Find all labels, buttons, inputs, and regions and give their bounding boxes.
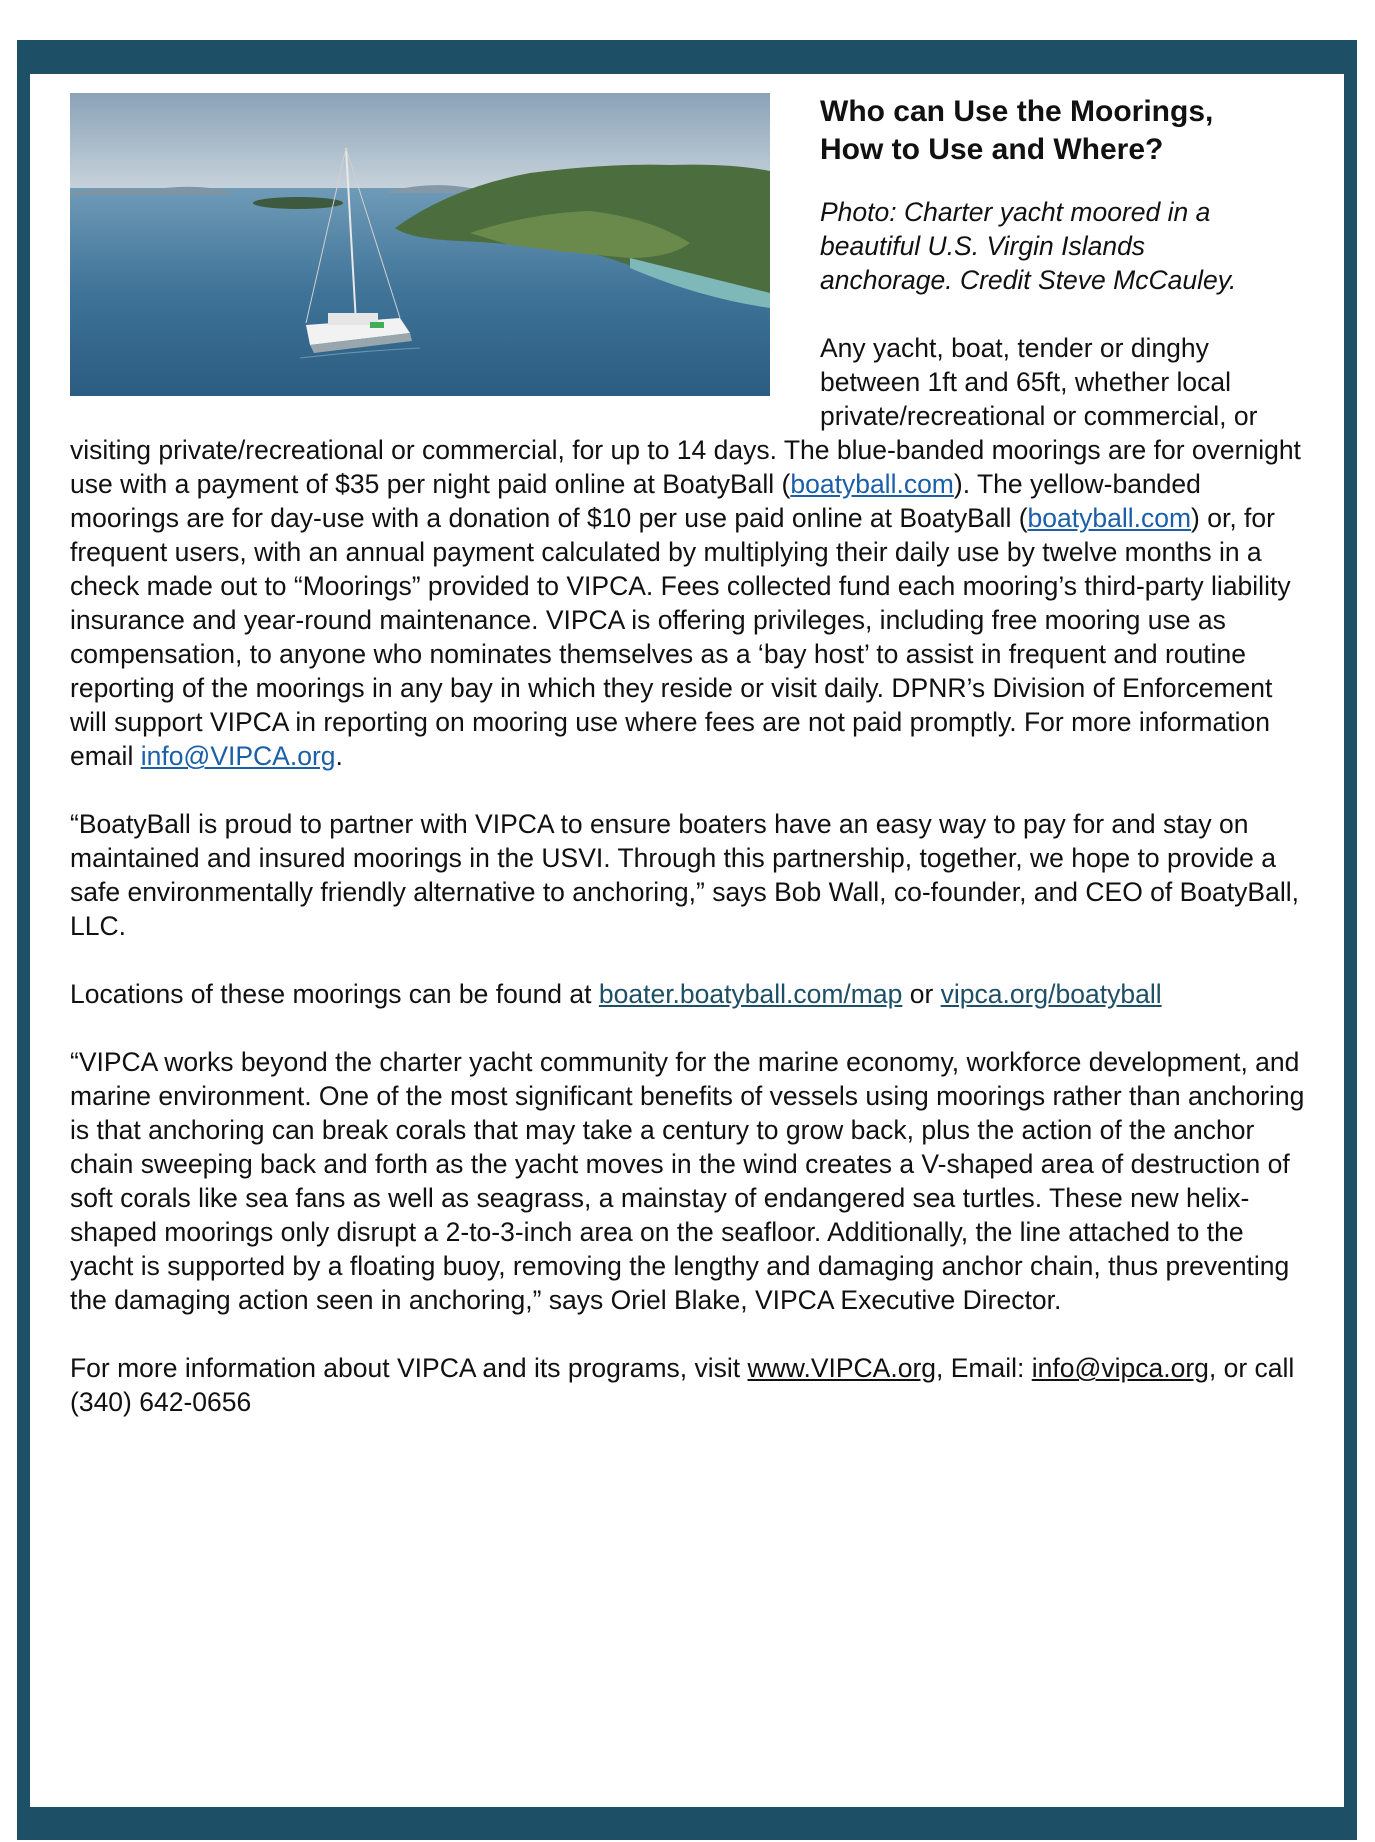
- yacht-photo: [70, 93, 770, 396]
- map-link[interactable]: boater.boatyball.com/map: [598, 979, 903, 1009]
- heading-line-1: Who can Use the Moorings,: [820, 95, 1214, 128]
- text: , Email:: [936, 1353, 1032, 1383]
- moorings-paragraph: [70, 331, 1310, 773]
- contact-paragraph: [70, 1351, 1310, 1419]
- locations-paragraph: [70, 977, 1310, 1011]
- text: , or call (340) 642-0656: [70, 1353, 1295, 1417]
- text: For more information about VIPCA and its programs, visit: [70, 1353, 748, 1383]
- vipca-email-link[interactable]: info@VIPCA.org: [140, 741, 336, 771]
- text: Any yacht, boat, tender or dinghy between 1ft and 65ft, whether local private/recreational or commercial, or visiting private/recreational or commercial, for up to 14 days. The blue-banded moorings are for overnight use with a payment of $35 per night paid online at BoatyBall (: [70, 333, 1301, 499]
- caption-line-1: Photo: Charter yacht moored in a: [820, 197, 1211, 227]
- text: Locations of these moorings can be found at: [70, 979, 599, 1009]
- vipca-boatyball-link[interactable]: vipca.org/boatyball: [940, 979, 1162, 1009]
- text: ) or, for frequent users, with an annual payment calculated by multiplying their daily use by twelve months in a check made out to “Moorings” provided to VIPCA. Fees collected fund each mooring’s third-party liability insurance and year-round maintenance. VIPCA is offering privileges, including free mooring use as compensation, to anyone who nominates themselves as a ‘bay host’ to assist in frequent and routine reporting of the moorings in any bay in which they reside or visit daily. DPNR’s Division of Enforcement will support VIPCA in reporting on mooring use where fees are not paid promptly. For more information email: [70, 503, 1291, 771]
- caption-line-2: beautiful U.S. Virgin Islands: [820, 231, 1146, 261]
- caption-line-3: anchorage. Credit Steve McCauley.: [820, 265, 1237, 295]
- vipca-contact-email-link[interactable]: info@vipca.org: [1031, 1353, 1209, 1383]
- boatyball-link[interactable]: boatyball.com: [790, 469, 954, 499]
- text: or: [902, 979, 941, 1009]
- vipca-website-link[interactable]: www.VIPCA.org: [747, 1353, 937, 1383]
- vipca-quote-paragraph: “VIPCA works beyond the charter yacht community for the marine economy, workforce development, and marine environment. One of the most significant benefits of vessels using moorings rather than anchoring is that anchoring can break corals that may take a century to grow back, plus the action of the anchor chain sweeping back and forth as the yacht moves in the wind creates a V-shaped area of destruction of soft corals like sea fans as well as seagrass, a mainstay of endangered sea turtles. These new helix-shaped moorings only disrupt a 2-to-3-inch area on the seafloor. Additionally, the line attached to the yacht is supported by a floating buoy, removing the lengthy and damaging anchor chain, thus preventing the damaging action seen in anchoring,” says Oriel Blake, VIPCA Executive Director.: [70, 1047, 1305, 1315]
- boatyball-link[interactable]: boatyball.com: [1027, 503, 1192, 533]
- article: [70, 93, 1310, 1453]
- boatyball-quote-paragraph: “BoatyBall is proud to partner with VIPCA to ensure boaters have an easy way to pay for and stay on maintained and insured moorings in the USVI. Through this partnership, together, we hope to provide a safe environmentally friendly alternative to anchoring,” says Bob Wall, co-founder, and CEO of BoatyBall, LLC.: [70, 809, 1299, 941]
- text: ). The yellow-banded moorings are for day-use with a donation of $10 per use paid online at BoatyBall (: [70, 469, 1201, 533]
- heading-line-2: How to Use and Where?: [820, 133, 1164, 166]
- text: .: [335, 741, 343, 771]
